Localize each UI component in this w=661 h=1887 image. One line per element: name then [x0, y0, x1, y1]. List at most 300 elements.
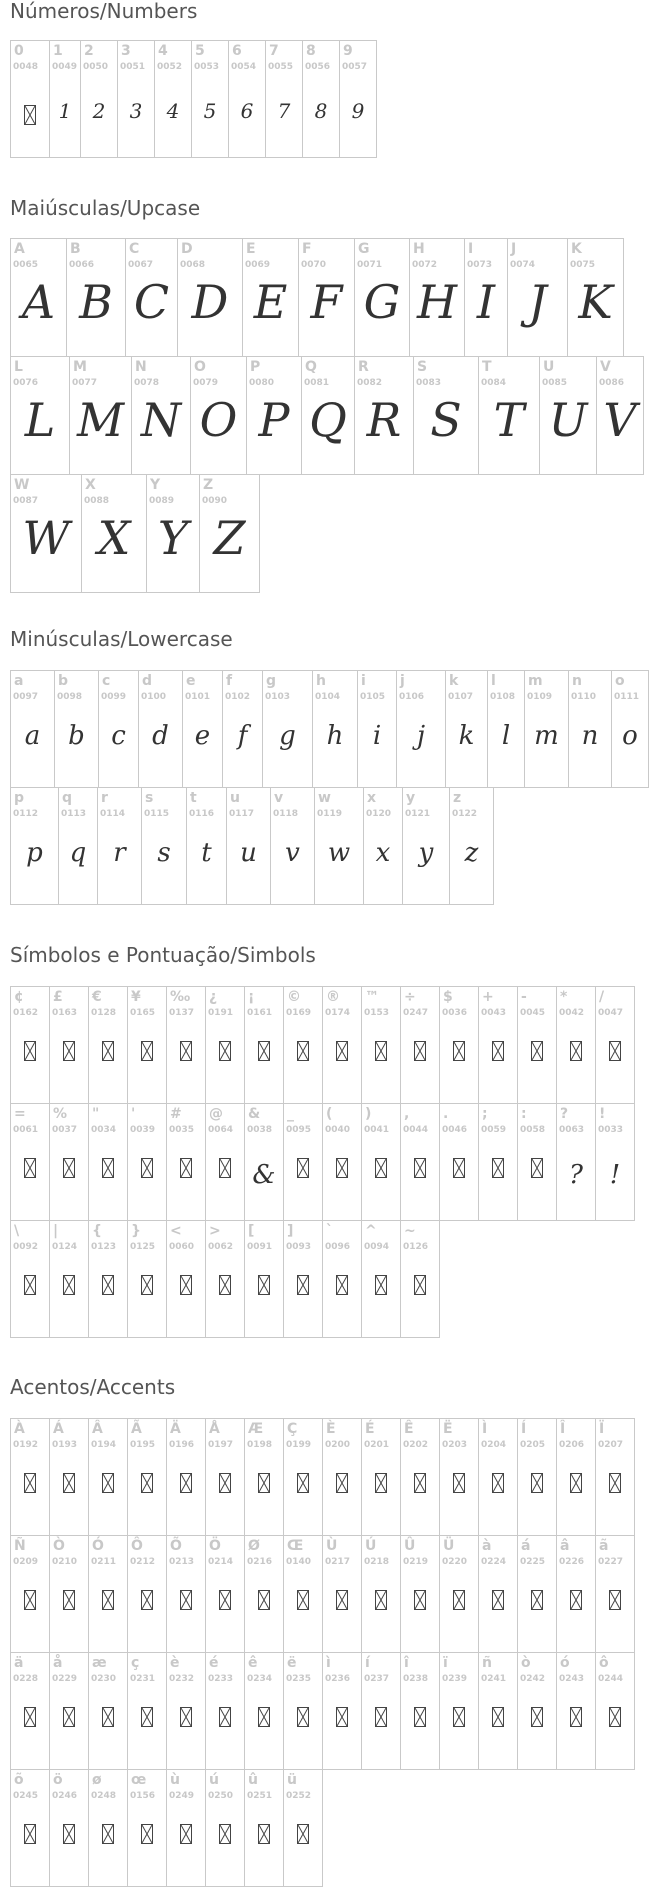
missing-glyph-icon: [297, 1590, 309, 1610]
glyph-char-label: Ô: [131, 1538, 143, 1554]
glyph-code-label: 0057: [342, 62, 368, 72]
missing-glyph-icon: [63, 1473, 75, 1493]
glyph-code-label: 0036: [442, 1008, 468, 1018]
missing-glyph-icon: [531, 1590, 543, 1610]
glyph-sample: z: [464, 838, 479, 868]
missing-glyph-icon: [180, 1590, 192, 1610]
missing-glyph-icon: [375, 1041, 387, 1061]
glyph-char-label: L: [14, 359, 23, 375]
missing-glyph-icon: [180, 1824, 192, 1844]
glyph-cell: [556, 1652, 596, 1770]
glyph-code-label: 0117: [229, 809, 255, 819]
glyph-code-label: 0040: [325, 1125, 351, 1135]
glyph-cell: [270, 787, 315, 905]
glyph-char-label: T: [482, 359, 492, 375]
missing-glyph-icon: [297, 1473, 309, 1493]
glyph-cell: [556, 1103, 596, 1221]
glyph-sample: w: [327, 838, 351, 868]
glyph-char-label: Å: [209, 1421, 220, 1437]
glyph-row: [10, 1220, 634, 1338]
glyph-cell: [98, 670, 139, 788]
glyph-char-label: {: [92, 1223, 102, 1239]
glyph-char-label: í: [365, 1655, 370, 1671]
glyph-char-label: Â: [92, 1421, 103, 1437]
glyph-char-label: S: [417, 359, 428, 375]
glyph-sample: D: [191, 275, 229, 329]
glyph-cell: [595, 986, 635, 1104]
glyph-sample: H: [416, 275, 458, 329]
glyph-cell: [88, 1220, 128, 1338]
glyph-code-label: 0214: [208, 1557, 234, 1567]
glyph-code-label: 0204: [481, 1440, 507, 1450]
glyph-code-label: 0220: [442, 1557, 468, 1567]
glyph-char-label: £: [53, 989, 63, 1005]
glyph-sample: T: [493, 393, 525, 447]
glyph-sample: O: [199, 393, 238, 447]
glyph-char-label: ó: [560, 1655, 570, 1671]
missing-glyph-icon: [531, 1041, 543, 1061]
glyph-sample: I: [476, 275, 496, 329]
glyph-code-label: 0041: [364, 1125, 390, 1135]
glyph-char-label: M: [73, 359, 87, 375]
glyph-code-label: 0104: [315, 692, 341, 702]
glyph-code-label: 0048: [13, 62, 39, 72]
glyph-sample: o: [622, 721, 638, 751]
glyph-char-label: 2: [84, 43, 94, 59]
missing-glyph-icon: [570, 1590, 582, 1610]
glyph-char-label: ©: [287, 989, 301, 1005]
glyph-cell: [127, 1535, 167, 1653]
missing-glyph-icon: [141, 1707, 153, 1727]
glyph-cell: [301, 356, 355, 475]
missing-glyph-icon: [102, 1707, 114, 1727]
glyph-char-label: Ë: [443, 1421, 453, 1437]
missing-glyph-icon: [141, 1824, 153, 1844]
missing-glyph-icon: [297, 1275, 309, 1295]
glyph-sample: a: [24, 721, 41, 751]
glyph-code-label: 0233: [208, 1674, 234, 1684]
glyph-char-label: i: [361, 673, 366, 689]
glyph-char-label: Ò: [53, 1538, 65, 1554]
glyph-code-label: 0203: [442, 1440, 468, 1450]
glyph-code-label: 0126: [403, 1242, 429, 1252]
glyph-cell: [127, 986, 167, 1104]
glyph-code-label: 0243: [559, 1674, 585, 1684]
missing-glyph-icon: [336, 1158, 348, 1178]
missing-glyph-icon: [63, 1158, 75, 1178]
glyph-cell: [322, 1103, 362, 1221]
glyph-sample: y: [418, 838, 434, 868]
glyph-code-label: 0105: [360, 692, 386, 702]
accents-grid: [10, 1418, 634, 1887]
glyph-code-label: 0197: [208, 1440, 234, 1450]
glyph-cell: [478, 1103, 518, 1221]
glyph-code-label: 0049: [52, 62, 78, 72]
glyph-char-label: À: [14, 1421, 25, 1437]
glyph-code-label: 0100: [141, 692, 167, 702]
glyph-cell: [10, 670, 55, 788]
glyph-code-label: 0075: [570, 260, 596, 270]
glyph-code-label: 0230: [91, 1674, 117, 1684]
glyph-cell: [222, 670, 263, 788]
glyph-char-label: R: [358, 359, 369, 375]
glyph-cell: [127, 1652, 167, 1770]
glyph-code-label: 0244: [598, 1674, 624, 1684]
glyph-char-label: g: [266, 673, 277, 689]
glyph-code-label: 0200: [325, 1440, 351, 1450]
glyph-cell: [49, 1535, 89, 1653]
symbols-grid: [10, 986, 634, 1338]
section-title-numbers: Números/Numbers: [10, 0, 198, 23]
glyph-code-label: 0116: [189, 809, 215, 819]
glyph-code-label: 0094: [364, 1242, 390, 1252]
glyph-cell: [439, 986, 479, 1104]
glyph-sample: t: [201, 838, 212, 868]
glyph-cell: [10, 986, 50, 1104]
glyph-char-label: k: [449, 673, 459, 689]
glyph-row: [10, 1769, 634, 1887]
glyph-code-label: 0196: [169, 1440, 195, 1450]
glyph-char-label: l: [491, 673, 496, 689]
glyph-cell: [166, 1103, 206, 1221]
missing-glyph-icon: [453, 1590, 465, 1610]
glyph-cell: [322, 1418, 362, 1536]
glyph-code-label: 0038: [247, 1125, 273, 1135]
glyph-char-label: `: [326, 1223, 333, 1239]
glyph-char-label: ã: [599, 1538, 609, 1554]
glyph-sample: ?: [569, 1160, 583, 1190]
glyph-char-label: Á: [53, 1421, 64, 1437]
glyph-char-label: ‰: [170, 989, 191, 1005]
glyph-char-label: ^: [365, 1223, 377, 1239]
glyph-char-label: [: [248, 1223, 255, 1239]
glyph-code-label: 0044: [403, 1125, 429, 1135]
missing-glyph-icon: [492, 1473, 504, 1493]
glyph-cell: [166, 1652, 206, 1770]
missing-glyph-icon: [336, 1275, 348, 1295]
glyph-char-label: ú: [209, 1772, 219, 1788]
glyph-cell: [396, 670, 446, 788]
glyph-code-label: 0226: [559, 1557, 585, 1567]
missing-glyph-icon: [570, 1041, 582, 1061]
glyph-code-label: 0217: [325, 1557, 351, 1567]
missing-glyph-icon: [609, 1473, 621, 1493]
glyph-sample: 7: [277, 99, 291, 123]
glyph-cell: [439, 1103, 479, 1221]
missing-glyph-icon: [63, 1824, 75, 1844]
glyph-cell: [131, 356, 191, 475]
glyph-cell: [66, 238, 126, 357]
glyph-code-label: 0210: [52, 1557, 78, 1567]
glyph-code-label: 0063: [559, 1125, 585, 1135]
glyph-cell: [10, 474, 82, 593]
glyph-char-label: n: [572, 673, 582, 689]
glyph-char-label: r: [101, 790, 108, 806]
glyph-cell: [10, 356, 70, 475]
glyph-code-label: 0050: [83, 62, 109, 72]
glyph-sample: u: [240, 838, 257, 868]
glyph-cell: [10, 787, 59, 905]
missing-glyph-icon: [414, 1158, 426, 1178]
glyph-char-label: J: [511, 241, 517, 257]
glyph-char-label: Û: [404, 1538, 416, 1554]
glyph-char-label: *: [560, 989, 568, 1005]
glyph-sample: Q: [309, 393, 347, 447]
glyph-code-label: 0039: [130, 1125, 156, 1135]
glyph-code-label: 0232: [169, 1674, 195, 1684]
lowercase-grid: [10, 670, 648, 905]
glyph-code-label: 0229: [52, 1674, 78, 1684]
glyph-char-label: à: [482, 1538, 492, 1554]
missing-glyph-icon: [24, 1473, 36, 1493]
glyph-code-label: 0083: [416, 378, 442, 388]
glyph-code-label: 0225: [520, 1557, 546, 1567]
glyph-cell: [439, 1535, 479, 1653]
glyph-row: [10, 1535, 634, 1653]
glyph-cell: [507, 238, 568, 357]
glyph-sample: 9: [351, 99, 365, 123]
glyph-code-label: 0077: [72, 378, 98, 388]
glyph-code-label: 0056: [305, 62, 331, 72]
glyph-cell: [88, 1652, 128, 1770]
glyph-char-label: õ: [14, 1772, 24, 1788]
glyph-char-label: F: [302, 241, 312, 257]
missing-glyph-icon: [180, 1158, 192, 1178]
glyph-char-label: 6: [232, 43, 242, 59]
glyph-cell: [80, 40, 118, 158]
missing-glyph-icon: [453, 1041, 465, 1061]
missing-glyph-icon: [63, 1707, 75, 1727]
missing-glyph-icon: [258, 1707, 270, 1727]
glyph-code-label: 0085: [542, 378, 568, 388]
glyph-code-label: 0206: [559, 1440, 585, 1450]
missing-glyph-icon: [570, 1707, 582, 1727]
glyph-code-label: 0121: [405, 809, 431, 819]
glyph-sample: s: [157, 838, 171, 868]
glyph-cell: [402, 787, 450, 905]
missing-glyph-icon: [492, 1158, 504, 1178]
missing-glyph-icon: [102, 1824, 114, 1844]
missing-glyph-icon: [297, 1158, 309, 1178]
glyph-sample: S: [430, 393, 462, 447]
glyph-code-label: 0052: [157, 62, 183, 72]
glyph-code-label: 0109: [527, 692, 553, 702]
glyph-cell: [361, 1103, 401, 1221]
glyph-cell: [556, 1418, 596, 1536]
glyph-sample: A: [21, 275, 56, 329]
missing-glyph-icon: [258, 1473, 270, 1493]
glyph-row: [10, 40, 376, 158]
glyph-char-label: N: [135, 359, 147, 375]
missing-glyph-icon: [453, 1473, 465, 1493]
glyph-cell: [10, 1535, 50, 1653]
glyph-code-label: 0101: [185, 692, 211, 702]
upcase-grid: [10, 238, 643, 593]
glyph-char-label: û: [248, 1772, 258, 1788]
glyph-cell: [141, 787, 187, 905]
glyph-code-label: 0042: [559, 1008, 585, 1018]
glyph-cell: [400, 1220, 440, 1338]
glyph-cell: [246, 356, 302, 475]
glyph-char-label: p: [14, 790, 25, 806]
missing-glyph-icon: [24, 1824, 36, 1844]
glyph-char-label: >: [209, 1223, 221, 1239]
glyph-sample: 3: [129, 99, 143, 123]
glyph-char-label: ä: [14, 1655, 24, 1671]
glyph-cell: [127, 1220, 167, 1338]
glyph-cell: [117, 40, 155, 158]
glyph-char-label: ]: [287, 1223, 294, 1239]
glyph-char-label: Ó: [92, 1538, 104, 1554]
glyph-code-label: 0246: [52, 1791, 78, 1801]
glyph-cell: [58, 787, 98, 905]
glyph-sample: l: [501, 721, 511, 751]
glyph-char-label: ò: [521, 1655, 531, 1671]
glyph-code-label: 0081: [304, 378, 330, 388]
glyph-code-label: 0111: [614, 692, 640, 702]
glyph-cell: [125, 238, 178, 357]
section-title-accents: Acentos/Accents: [10, 1375, 176, 1399]
glyph-cell: [146, 474, 200, 593]
glyph-cell: [265, 40, 303, 158]
missing-glyph-icon: [24, 1041, 36, 1061]
glyph-sample: b: [68, 721, 85, 751]
glyph-cell: [283, 1652, 323, 1770]
missing-glyph-icon: [531, 1158, 543, 1178]
glyph-code-label: 0205: [520, 1440, 546, 1450]
missing-glyph-icon: [375, 1158, 387, 1178]
glyph-cell: [596, 356, 644, 475]
glyph-code-label: 0070: [301, 260, 327, 270]
glyph-char-label: 8: [306, 43, 316, 59]
glyph-char-label: ;: [482, 1106, 488, 1122]
glyph-code-label: 0092: [13, 1242, 39, 1252]
glyph-char-label: ü: [287, 1772, 297, 1788]
glyph-code-label: 0096: [325, 1242, 351, 1252]
missing-glyph-icon: [219, 1158, 231, 1178]
glyph-char-label: m: [528, 673, 543, 689]
glyph-cell: [127, 1418, 167, 1536]
glyph-char-label: B: [70, 241, 81, 257]
glyph-char-label: !: [599, 1106, 606, 1122]
glyph-code-label: 0053: [194, 62, 220, 72]
glyph-code-label: 0213: [169, 1557, 195, 1567]
glyph-code-label: 0064: [208, 1125, 234, 1135]
glyph-code-label: 0212: [130, 1557, 156, 1567]
section-title-symbols: Símbolos e Pontuação/Simbols: [10, 943, 316, 967]
glyph-char-label: Õ: [170, 1538, 182, 1554]
glyph-char-label: O: [194, 359, 206, 375]
glyph-cell: [439, 1418, 479, 1536]
glyph-cell: [205, 1652, 245, 1770]
missing-glyph-icon: [336, 1707, 348, 1727]
glyph-cell: [69, 356, 132, 475]
glyph-sample: F: [310, 275, 343, 329]
glyph-cell: [244, 1418, 284, 1536]
glyph-char-label: Î: [560, 1421, 566, 1437]
missing-glyph-icon: [141, 1275, 153, 1295]
glyph-code-label: 0198: [247, 1440, 273, 1450]
missing-glyph-icon: [375, 1473, 387, 1493]
glyph-code-label: 0194: [91, 1440, 117, 1450]
glyph-row: [10, 474, 643, 593]
missing-glyph-icon: [492, 1590, 504, 1610]
glyph-code-label: 0123: [91, 1242, 117, 1252]
glyph-cell: [205, 1535, 245, 1653]
glyph-char-label: Ù: [326, 1538, 338, 1554]
glyph-cell: [244, 1220, 284, 1338]
glyph-char-label: Ö: [209, 1538, 221, 1554]
glyph-code-label: 0247: [403, 1008, 429, 1018]
missing-glyph-icon: [102, 1275, 114, 1295]
glyph-char-label: €: [92, 989, 102, 1005]
glyph-code-label: 0122: [452, 809, 478, 819]
glyph-sample: g: [279, 721, 296, 751]
glyph-code-label: 0119: [317, 809, 343, 819]
glyph-cell: [88, 1769, 128, 1887]
glyph-cell: [205, 1769, 245, 1887]
glyph-sample: G: [363, 275, 401, 329]
glyph-code-label: 0241: [481, 1674, 507, 1684]
glyph-char-label: |: [53, 1223, 59, 1239]
glyph-code-label: 0237: [364, 1674, 390, 1684]
glyph-cell: [228, 40, 266, 158]
missing-glyph-icon: [414, 1473, 426, 1493]
glyph-code-label: 0103: [265, 692, 291, 702]
glyph-code-label: 0084: [481, 378, 507, 388]
glyph-char-label: ¢: [14, 989, 24, 1005]
glyph-code-label: 0252: [286, 1791, 312, 1801]
glyph-char-label: ñ: [482, 1655, 492, 1671]
glyph-char-label: y: [406, 790, 416, 806]
glyph-char-label: =: [14, 1106, 26, 1122]
glyph-code-label: 0211: [91, 1557, 117, 1567]
glyph-char-label: b: [58, 673, 69, 689]
glyph-sample: h: [326, 721, 344, 751]
glyph-char-label: Œ: [287, 1538, 304, 1554]
glyph-sample: C: [133, 275, 170, 329]
glyph-sample: !: [609, 1160, 621, 1190]
glyph-cell: [517, 1652, 557, 1770]
section-title-upcase: Maiúsculas/Upcase: [10, 196, 201, 220]
glyph-sample: W: [22, 511, 70, 565]
glyph-cell: [567, 238, 624, 357]
missing-glyph-icon: [414, 1041, 426, 1061]
glyph-sample: K: [578, 275, 613, 329]
glyph-char-label: Ã: [131, 1421, 142, 1437]
glyph-row: [10, 238, 643, 357]
glyph-char-label: ): [365, 1106, 372, 1122]
glyph-code-label: 0072: [412, 260, 438, 270]
glyph-cell: [556, 986, 596, 1104]
glyph-cell: [361, 1220, 401, 1338]
glyph-cell: [361, 986, 401, 1104]
glyph-code-label: 0087: [13, 496, 39, 506]
glyph-char-label: $: [443, 989, 453, 1005]
glyph-char-label: Ç: [287, 1421, 298, 1437]
glyph-cell: [182, 670, 223, 788]
glyph-char-label: c: [102, 673, 111, 689]
glyph-code-label: 0250: [208, 1791, 234, 1801]
glyph-sample: m: [534, 721, 559, 751]
missing-glyph-icon: [141, 1041, 153, 1061]
glyph-cell: [49, 1769, 89, 1887]
glyph-code-label: 0067: [128, 260, 154, 270]
glyph-char-label: u: [230, 790, 240, 806]
missing-glyph-icon: [258, 1824, 270, 1844]
glyph-code-label: 0216: [247, 1557, 273, 1567]
missing-glyph-icon: [375, 1707, 387, 1727]
